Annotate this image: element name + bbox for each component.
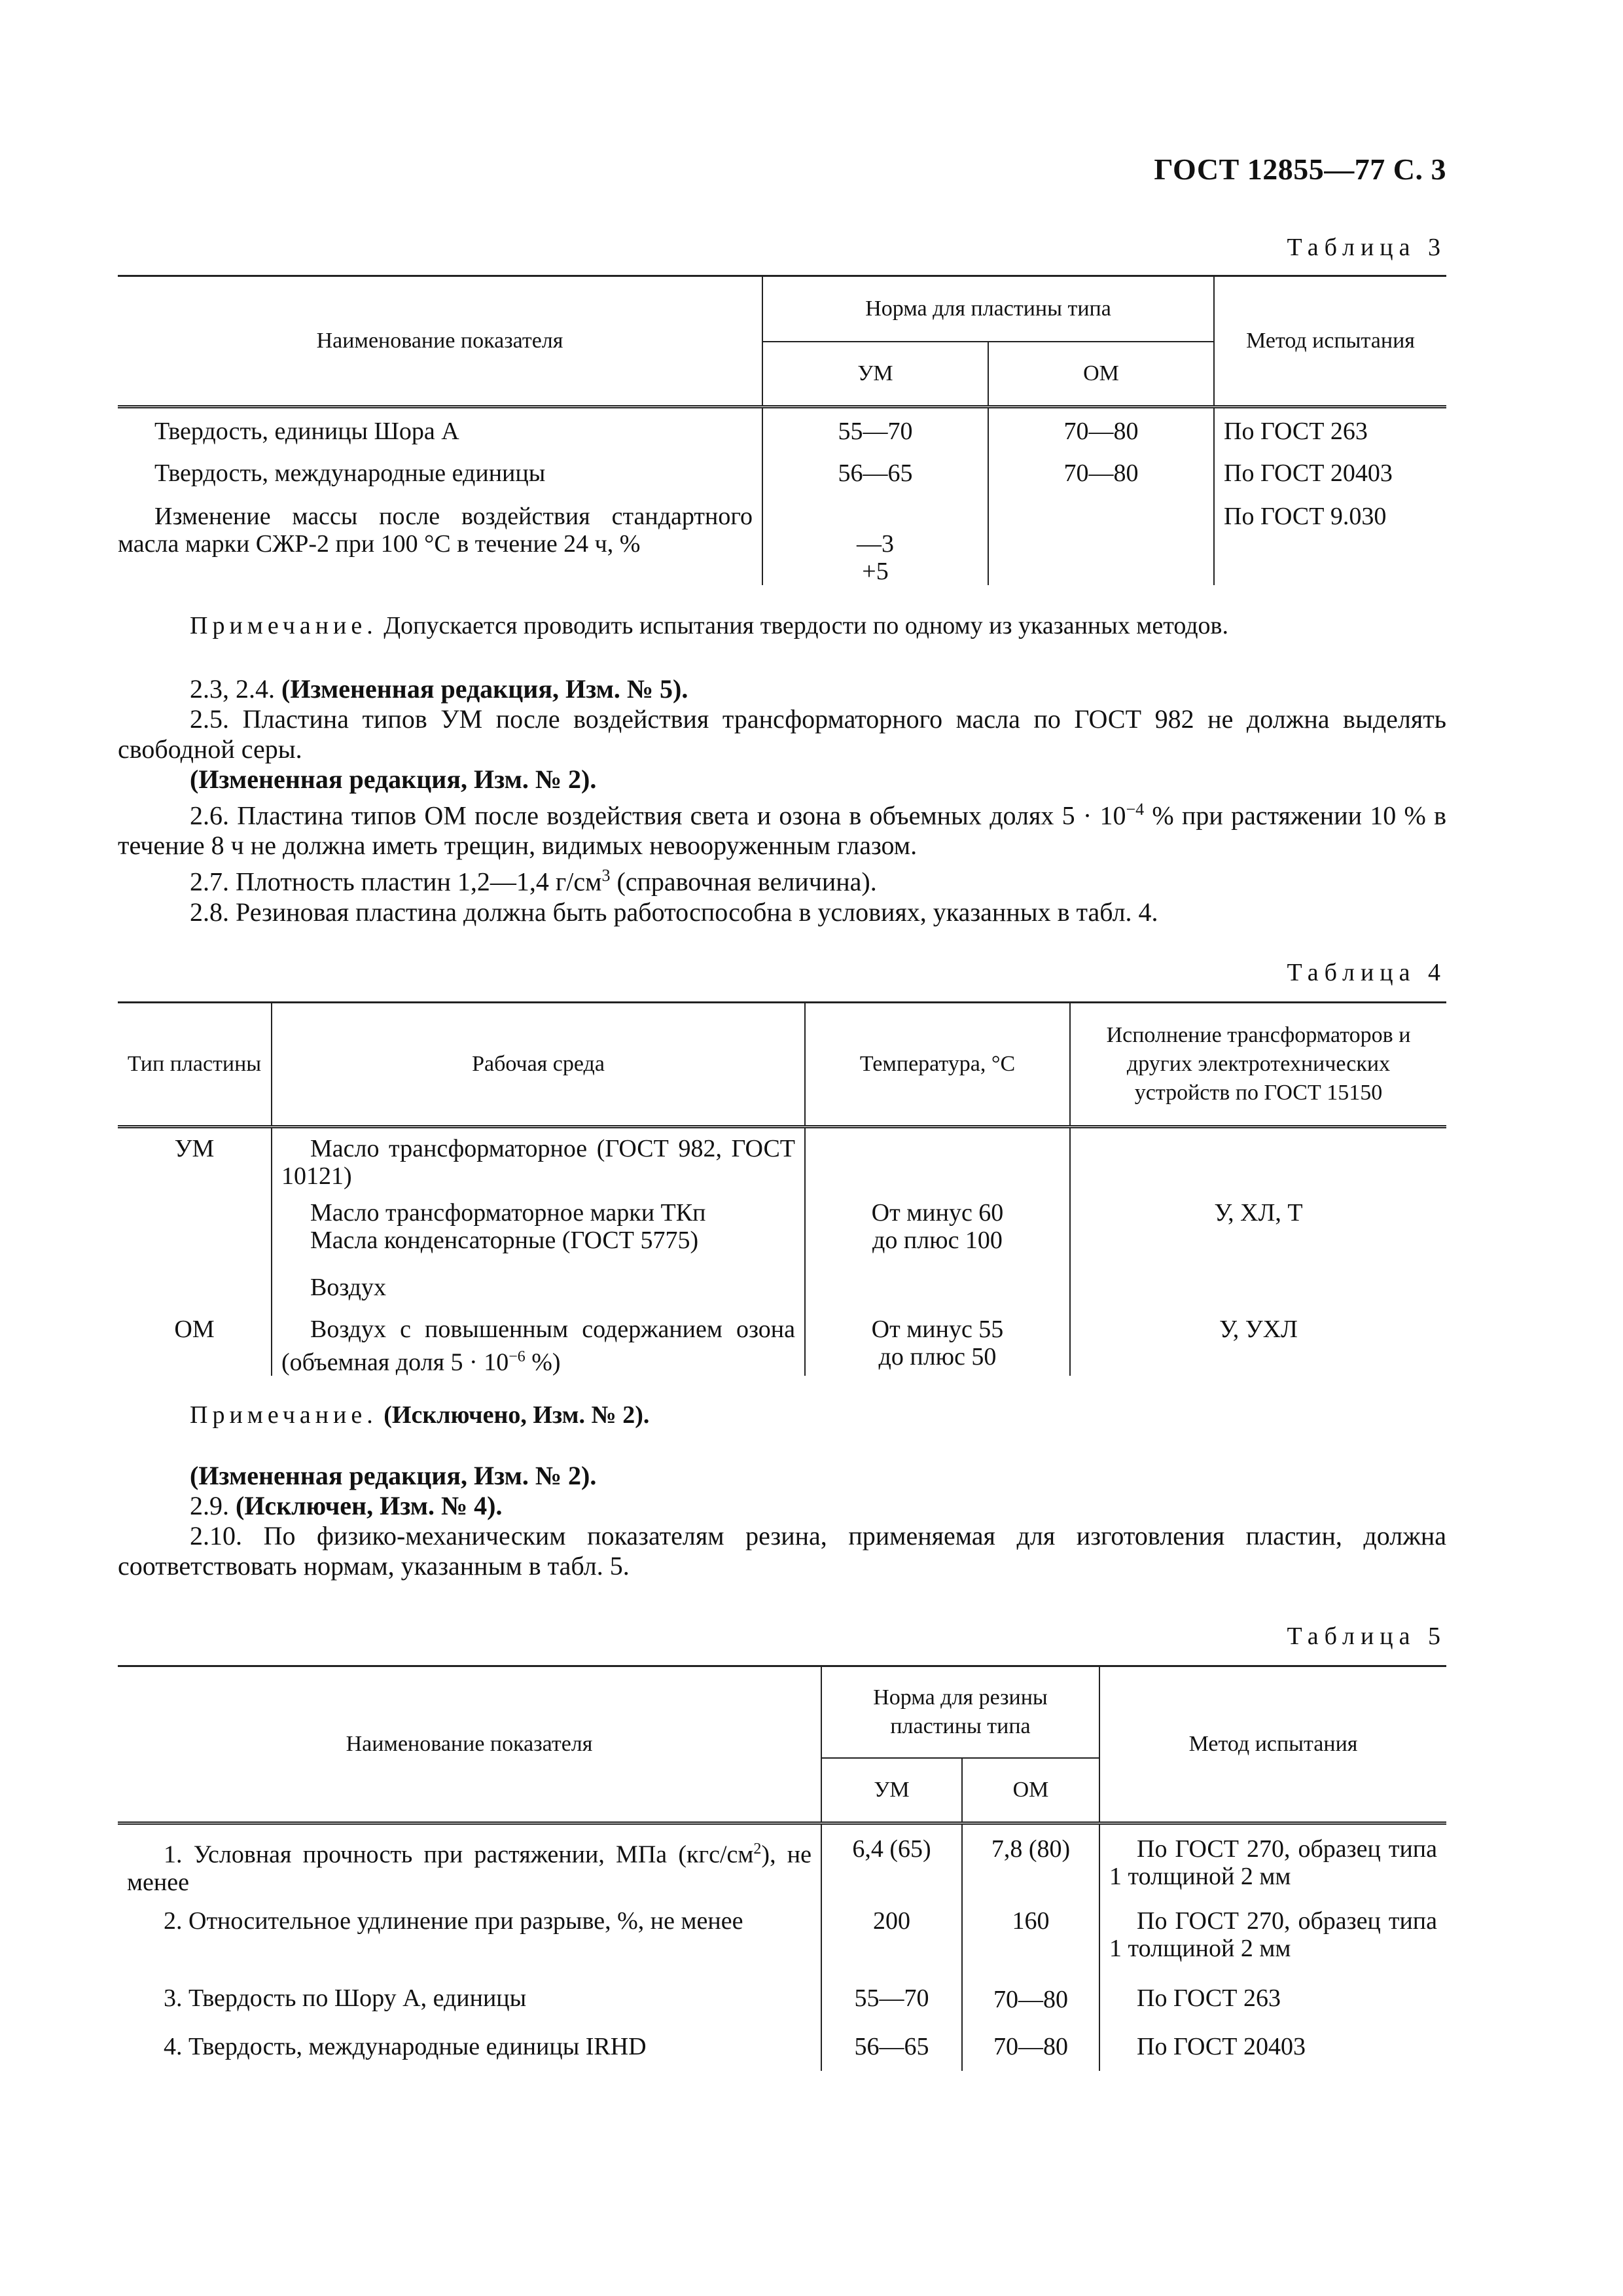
- table3-header-um: УМ: [762, 342, 988, 407]
- table4-om-env: [272, 1310, 805, 1376]
- p27: [118, 861, 1446, 897]
- p26-text-b: % при растяжении 10 % в течение 8 ч не должна иметь трещин, видимых невооруженным глазом.: [118, 800, 1447, 861]
- table4-header-env: Рабочая среда: [272, 1003, 805, 1127]
- table4-caption: Таблица 4: [1287, 959, 1446, 986]
- table-row: [118, 1193, 1446, 1270]
- table3-header-method: Метод испытания: [1214, 276, 1446, 407]
- table4-um-env1: Масло трансформаторное (ГОСТ 982, ГОСТ 10121): [272, 1127, 805, 1193]
- table4-om-temp: [805, 1310, 1070, 1376]
- table3-row2-method: По ГОСТ 20403: [1214, 450, 1446, 493]
- table-row: [118, 493, 1446, 585]
- p23-edit: (Измененная редакция, Изм. № 5).: [281, 674, 688, 704]
- table5-row1-name-sup: 2: [753, 1840, 762, 1857]
- table3-header-om: ОМ: [988, 342, 1214, 407]
- table5-row1-method: По ГОСТ 270, образец типа 1 толщиной 2 мм: [1099, 1823, 1446, 1901]
- page-header: ГОСТ 12855—77 С. 3: [1154, 152, 1446, 186]
- table4: [118, 1001, 1446, 1376]
- table5-row4-um: 56—65: [821, 2028, 962, 2071]
- table4-header-exec: Исполнение трансформаторов и других электротехнических устройств по ГОСТ 15150: [1070, 1003, 1446, 1127]
- p29-num: 2.9.: [190, 1491, 236, 1520]
- table4-empty-cell: [1070, 1270, 1446, 1310]
- paragraphs-block-2: [118, 1461, 1446, 1581]
- p25-edit: (Измененная редакция, Изм. № 2).: [190, 764, 597, 794]
- table5-row1-um: 6,4 (65): [821, 1823, 962, 1901]
- table4-om-type: ОМ: [118, 1310, 272, 1376]
- table4-empty-cell: [118, 1270, 272, 1310]
- table-row: [118, 1310, 1446, 1376]
- table5-row3-um: 55—70: [821, 1978, 962, 2028]
- p27-sup: 3: [601, 866, 611, 886]
- table3-row2-name: Твердость, международные единицы: [118, 450, 762, 493]
- table5-row1-name-a: 1. Условная прочность при растяжении, МПа (кгс/см: [164, 1840, 754, 1869]
- note-text: Допускается проводить испытания твердости по одному из указанных методов.: [377, 612, 1229, 639]
- p27-text-b: (справочная величина).: [610, 867, 877, 897]
- p23-num: 2.3, 2.4.: [190, 674, 281, 704]
- table5-row1-name: [118, 1823, 821, 1901]
- table3-header-norm: Норма для пластины типа: [762, 276, 1214, 342]
- table3-row1-om: 70—80: [988, 407, 1214, 450]
- table4-om-temp1: От минус 55: [871, 1315, 1004, 1343]
- paragraphs-block: [118, 674, 1446, 927]
- table3-row2-um: 56—65: [762, 450, 988, 493]
- table4-empty-cell: [1070, 1127, 1446, 1193]
- note-label: Примечание.: [190, 1401, 378, 1429]
- p26-text-a: 2.6. Пластина типов ОМ после воздействия света и озона в объемных долях 5 · 10: [190, 800, 1126, 831]
- table5: [118, 1665, 1446, 2071]
- table3-row3-um: [762, 493, 988, 585]
- table4-om-exec: У, УХЛ: [1070, 1310, 1446, 1376]
- table-row: [118, 450, 1446, 493]
- note-label: Примечание.: [190, 612, 378, 639]
- table5-caption: Таблица 5: [1287, 1623, 1446, 1650]
- table3-row3-name: Изменение массы после воздействия стандартного масла марки СЖР-2 при 100 °С в течение 24 ч, %: [118, 493, 762, 585]
- table5-header-method: Метод испытания: [1099, 1666, 1446, 1823]
- table-row: [118, 407, 1446, 450]
- table4-um-temp: [805, 1193, 1070, 1270]
- table5-header-um: УМ: [821, 1758, 962, 1823]
- table4-um-temp2: до плюс 100: [872, 1226, 1003, 1254]
- table3-row3-um-min: —3: [857, 529, 894, 558]
- table4-om-env-b: %): [525, 1348, 561, 1376]
- table3-header-name: Наименование показателя: [118, 276, 762, 407]
- table4-um-exec: У, ХЛ, Т: [1070, 1193, 1446, 1270]
- table3-row2-om: 70—80: [988, 450, 1214, 493]
- table5-row2-um: 200: [821, 1901, 962, 1978]
- table5-row4-om: 70—80: [962, 2028, 1099, 2071]
- table4-empty-cell: [805, 1127, 1070, 1193]
- table4-note: [190, 1401, 649, 1429]
- table5-row3-om: 70—80: [962, 1978, 1099, 2028]
- table5-row3-name: 3. Твердость по Шору А, единицы: [118, 1978, 821, 2028]
- table5-row2-name: 2. Относительное удлинение при разрыве, %, не менее: [118, 1901, 821, 1978]
- table5-row3-method: По ГОСТ 263: [1099, 1978, 1446, 2028]
- table-row: [118, 1978, 1446, 2028]
- table5-row1-om: 7,8 (80): [962, 1823, 1099, 1901]
- table3-row1-name: Твердость, единицы Шора А: [118, 407, 762, 450]
- after4-edit: (Измененная редакция, Изм. № 2).: [190, 1461, 597, 1490]
- table3-row3-om: [988, 493, 1214, 585]
- table-row: [118, 1270, 1446, 1310]
- p27-text-a: 2.7. Плотность пластин 1,2—1,4 г/см: [190, 867, 602, 897]
- table5-row2-om: 160: [962, 1901, 1099, 1978]
- table-row: [118, 1127, 1446, 1193]
- p28-text: 2.8. Резиновая пластина должна быть работоспособна в условиях, указанных в табл. 4.: [190, 897, 1158, 927]
- table4-om-env-sup: −6: [508, 1348, 526, 1365]
- table3-row3-um-max: +5: [862, 557, 889, 585]
- table3: [118, 275, 1446, 585]
- table4-om-env-a: Воздух с повышенным содержанием озона (объемная доля 5 · 10: [281, 1315, 795, 1376]
- table4-om-temp2: до плюс 50: [878, 1342, 997, 1371]
- table5-header-norm: Норма для резины пластины типа: [821, 1666, 1099, 1758]
- p25-text: 2.5. Пластина типов УМ после воздействия трансформаторного масла по ГОСТ 982 не должна выделять свободной серы.: [118, 704, 1446, 764]
- table3-caption: Таблица 3: [1287, 234, 1446, 261]
- table-row: [118, 2028, 1446, 2071]
- table5-row2-method: По ГОСТ 270, образец типа 1 толщиной 2 мм: [1099, 1901, 1446, 1978]
- table4-um-env23: [272, 1193, 805, 1270]
- table4-um-env2: Масло трансформаторное марки ТКп: [310, 1198, 706, 1227]
- table-row: [118, 1823, 1446, 1901]
- p210-text: 2.10. По физико-механическим показателям резина, применяемая для изготовления пластин, должна соответствовать нормам, указанным в табл. 5.: [118, 1521, 1446, 1581]
- table4-um-env3: Масла конденсаторные (ГОСТ 5775): [310, 1226, 699, 1254]
- table5-row4-method: По ГОСТ 20403: [1099, 2028, 1446, 2071]
- p26-sup: −4: [1126, 800, 1145, 819]
- table5-header-om: ОМ: [962, 1758, 1099, 1823]
- table4-header-temp: Температура, °С: [805, 1003, 1070, 1127]
- table-row: [118, 1901, 1446, 1978]
- table4-um-type: УМ: [118, 1127, 272, 1193]
- p26: [118, 795, 1446, 861]
- note-edit: (Исключено, Изм. № 2).: [377, 1401, 650, 1429]
- table4-header-type: Тип пластины: [118, 1003, 272, 1127]
- table4-um-env4: Воздух: [272, 1270, 805, 1310]
- table3-row1-method: По ГОСТ 263: [1214, 407, 1446, 450]
- p29-edit: (Исключен, Изм. № 4).: [236, 1491, 503, 1520]
- table4-empty-cell: [118, 1193, 272, 1270]
- table4-empty-cell: [805, 1270, 1070, 1310]
- table3-row3-method: По ГОСТ 9.030: [1214, 493, 1446, 585]
- table5-row1-name-b: ), не менее: [127, 1840, 812, 1896]
- table5-row4-name: 4. Твердость, международные единицы IRHD: [118, 2028, 821, 2071]
- table4-um-temp1: От минус 60: [871, 1198, 1004, 1227]
- table3-note: [190, 611, 1228, 640]
- table5-header-name: Наименование показателя: [118, 1666, 821, 1823]
- table3-row1-um: 55—70: [762, 407, 988, 450]
